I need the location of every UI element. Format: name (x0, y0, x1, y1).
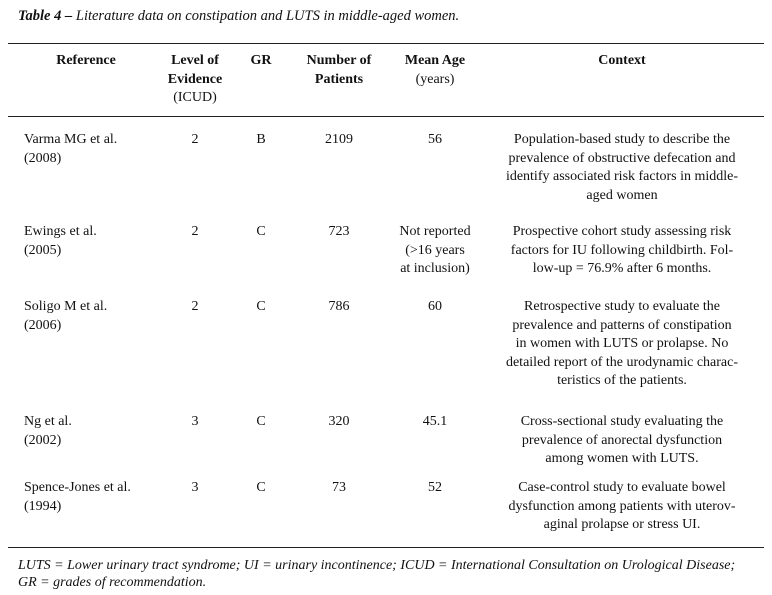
table-caption (18, 8, 459, 25)
row-5-level: 3 (191, 480, 199, 495)
row-4-patients: 320 (328, 414, 350, 429)
row-4-gr: C (256, 414, 266, 429)
row-1-mean-age: 56 (428, 132, 442, 147)
table-header-rule (8, 116, 764, 117)
row-2-gr: C (256, 224, 266, 239)
row-2-reference: Ewings et al. (2005) (24, 224, 97, 258)
row-1-reference: Varma MG et al. (2008) (24, 132, 118, 166)
header-context: Context (598, 53, 646, 68)
row-4-reference: Ng et al. (2002) (24, 414, 72, 448)
header-level-of-evidence-sub: (ICUD) (173, 90, 217, 105)
table-top-rule (8, 43, 764, 44)
row-3-gr: C (256, 299, 266, 314)
header-mean-age-label: Mean Age (404, 53, 466, 68)
row-5-reference: Spence-Jones et al. (1994) (24, 480, 131, 514)
header-gr: GR (250, 53, 272, 68)
header-mean-age-sub: (years) (415, 71, 455, 87)
table-footnote: LUTS = Lower urinary tract syndrome; UI = urinary incontinence; ICUD = International Consultation on Urological Disease; GR = grades of recommendation. (18, 558, 736, 590)
row-2-level: 2 (191, 224, 199, 239)
header-level-of-evidence (158, 52, 232, 108)
table-title: Literature data on constipation and LUTS in middle-aged women. (75, 8, 460, 24)
row-3-reference: Soligo M et al. (2006) (24, 299, 108, 333)
row-1-level: 2 (191, 132, 199, 147)
row-2-mean-age: Not reported (>16 years at inclusion) (399, 224, 471, 276)
row-2-patients: 723 (328, 224, 350, 239)
header-reference: Reference (56, 53, 116, 68)
table-label: Table 4 – (18, 8, 73, 24)
row-3-patients: 786 (328, 299, 350, 314)
row-2-context: Prospective cohort study assessing risk factors for IU following childbirth. Fol- low-up = 76.9% after 6 months. (510, 224, 734, 276)
header-mean-age (388, 52, 482, 89)
row-4-level: 3 (191, 414, 199, 429)
row-5-patients: 73 (332, 480, 346, 495)
row-3-mean-age: 60 (428, 299, 442, 314)
row-1-gr: B (256, 132, 266, 147)
header-number-of-patients: Number of Patients (306, 53, 372, 87)
row-1-patients: 2109 (325, 132, 353, 147)
row-5-mean-age: 52 (428, 480, 442, 495)
row-5-context: Case-control study to evaluate bowel dysfunction among patients with uterov- aginal prolapse or stress UI. (508, 480, 736, 532)
row-3-context: Retrospective study to evaluate the prevalence and patterns of constipation in women with LUTS or prolapse. No detailed report of the urodynamic charac- teristics of the patients. (505, 299, 739, 388)
row-3-level: 2 (191, 299, 199, 314)
row-1-context: Population-based study to describe the prevalence of obstructive defecation and identify associated risk factors in middle- aged women (505, 132, 739, 203)
row-4-mean-age: 45.1 (422, 414, 448, 429)
table-bottom-rule (8, 547, 764, 548)
row-5-gr: C (256, 480, 266, 495)
header-level-of-evidence-label: Level of Evidence (167, 53, 223, 87)
row-4-context: Cross-sectional study evaluating the prevalence of anorectal dysfunction among women with LUTS. (520, 414, 724, 466)
